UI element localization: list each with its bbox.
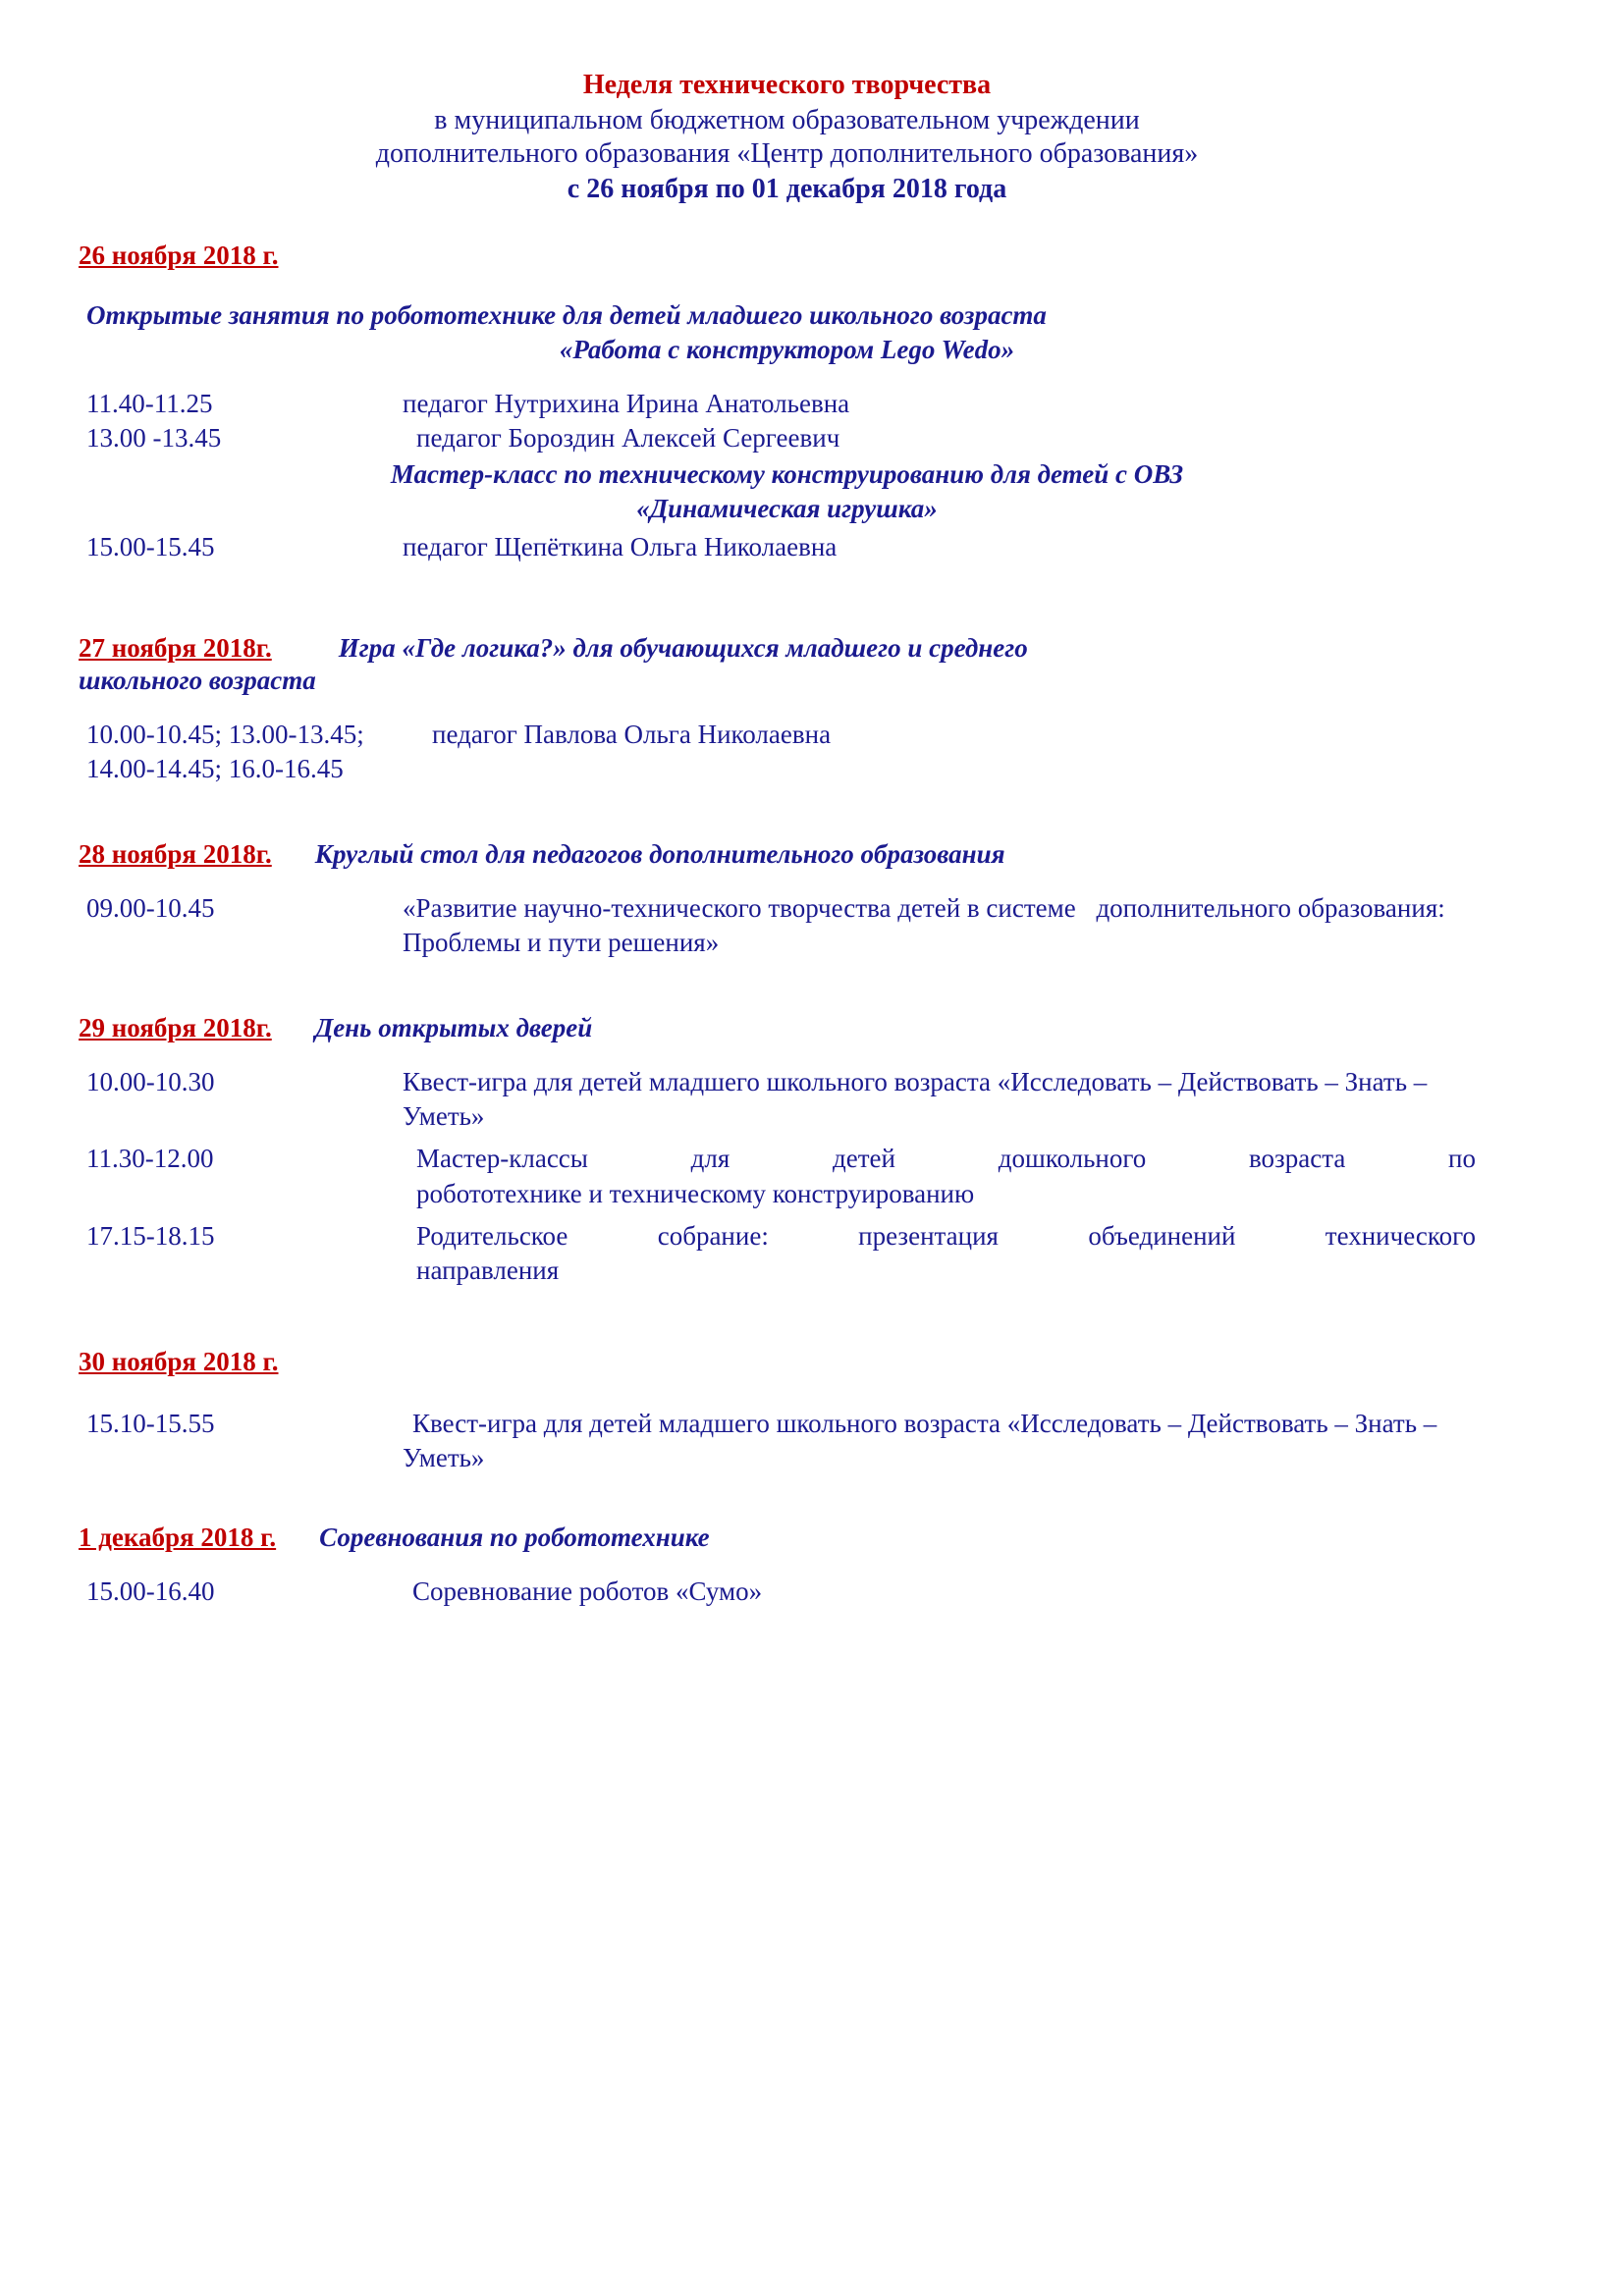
day-block-30: [79, 1347, 1495, 1475]
row-desc-line-2: робототехнике и техническому конструированию: [416, 1178, 975, 1208]
table-row: [79, 421, 1495, 455]
day-date-30: 30 ноября 2018 г.: [79, 1346, 279, 1376]
table-row: [79, 1065, 1495, 1134]
event-title-lego-wedo: «Работа с конструктором Lego Wedo»: [559, 334, 1015, 364]
row-desc-line-2: дополнительного образования: Проблемы и пути решения»: [403, 893, 1445, 958]
row-time: 09.00-10.45: [86, 893, 215, 924]
row-desc-line-1: Квест-игра для детей младшего школьного возраста «Исследовать: [412, 1408, 1162, 1438]
day-title-27: Игра «Где логика?» для обучающихся младшего и среднего: [338, 632, 1028, 663]
day-title-01-dec: Соревнования по робототехнике: [319, 1522, 710, 1553]
schedule-rows-26-a: [79, 387, 1495, 455]
header-line-3: дополнительного образования «Центр дополнительного образования»: [375, 138, 1199, 170]
row-desc: [403, 1065, 1495, 1134]
day-title-29: День открытых дверей: [314, 1013, 593, 1043]
row-desc-line-2: – Действовать – Знать – Уметь»: [403, 1067, 1428, 1132]
schedule-rows-26-b: [79, 530, 1495, 564]
table-row: [79, 530, 1495, 564]
day-head-28: [79, 839, 1495, 870]
row-desc: Соревнование роботов «Сумо»: [412, 1576, 763, 1607]
row-desc: педагог Бороздин Алексей Сергеевич: [416, 422, 840, 453]
page-title: Неделя технического творчества: [582, 70, 992, 100]
schedule-rows-28: [79, 891, 1495, 960]
row-time: 15.00-15.45: [86, 531, 215, 561]
document-header: [79, 69, 1495, 207]
row-desc: педагог Павлова Ольга Николаевна: [432, 719, 832, 749]
row-desc-line-1: «Развитие научно-технического творчества детей в системе: [403, 893, 1076, 924]
schedule-rows-01-dec: [79, 1575, 1495, 1609]
day-title-28: Круглый стол для педагогов дополнительного образования: [314, 839, 1005, 870]
row-time: 15.10-15.55: [86, 1408, 215, 1438]
table-row: [79, 718, 1495, 752]
row-desc: [403, 1407, 1495, 1475]
day-block-01-dec: [79, 1522, 1495, 1609]
table-row: [79, 891, 1495, 960]
table-row: [79, 387, 1495, 421]
row-time: 17.15-18.15: [86, 1220, 215, 1251]
row-desc-line-2: направления: [416, 1255, 560, 1285]
row-desc: [403, 1142, 1495, 1210]
row-desc: [403, 1219, 1495, 1288]
day-head-27: [79, 633, 1495, 664]
day-date-01-dec: 1 декабря 2018 г.: [79, 1522, 277, 1553]
table-row: [79, 752, 1495, 786]
day-date-29: 29 ноября 2018г.: [79, 1013, 272, 1043]
day-head-29: [79, 1013, 1495, 1043]
row-time: 10.00-10.45; 13.00-13.45;: [86, 719, 364, 749]
row-desc: [403, 891, 1495, 960]
header-line-2: в муниципальном бюджетном образовательном учреждении: [434, 105, 1140, 136]
event-title-dynamic-toy: «Динамическая игрушка»: [636, 493, 938, 523]
row-desc-line-1: Мастер-классы для детей дошкольного возраста по: [416, 1144, 1476, 1174]
day-date-26: 26 ноября 2018 г.: [79, 240, 279, 270]
day-block-26: [79, 240, 1495, 564]
row-desc-line-2: – Действовать – Знать – Уметь»: [403, 1408, 1437, 1472]
row-time: 10.00-10.30: [86, 1067, 215, 1097]
day-head-30: [79, 1347, 1495, 1377]
schedule-rows-30: [79, 1407, 1495, 1475]
row-desc: педагог Щепёткина Ольга Николаевна: [403, 531, 838, 561]
day-block-29: [79, 1013, 1495, 1288]
day-block-28: [79, 839, 1495, 960]
event-title-robotics: Открытые занятия по робототехнике для детей младшего школьного возраста: [86, 299, 1047, 330]
table-row: [79, 1575, 1495, 1609]
table-row: [79, 1142, 1495, 1210]
row-time: 13.00 -13.45: [86, 422, 222, 453]
schedule-rows-27: [79, 718, 1495, 786]
row-time: 11.30-12.00: [86, 1144, 214, 1174]
row-desc-line-1: Квест-игра для детей младшего школьного возраста «Исследовать: [403, 1067, 1152, 1097]
day-block-27: [79, 633, 1495, 786]
table-row: [79, 1219, 1495, 1288]
day-date-27: 27 ноября 2018г.: [79, 632, 272, 663]
table-row: [79, 1407, 1495, 1475]
header-date-range: с 26 ноября по 01 декабря 2018 года: [567, 174, 1007, 205]
day-head-26: [79, 240, 1495, 271]
day-title-27-continued: школьного возраста: [79, 665, 316, 695]
schedule-rows-29: [79, 1065, 1495, 1288]
row-time: 14.00-14.45; 16.0-16.45: [86, 754, 344, 783]
event-title-master-class: Мастер-класс по техническому конструированию для детей с ОВЗ: [390, 458, 1184, 489]
row-time: 11.40-11.25: [86, 388, 213, 418]
day-date-28: 28 ноября 2018г.: [79, 839, 272, 870]
row-time: 15.00-16.40: [86, 1576, 215, 1607]
row-desc: педагог Нутрихина Ирина Анатольевна: [403, 388, 850, 418]
day-head-01-dec: [79, 1522, 1495, 1553]
row-desc-line-1: Родительское собрание: презентация объединений технического: [416, 1220, 1476, 1251]
